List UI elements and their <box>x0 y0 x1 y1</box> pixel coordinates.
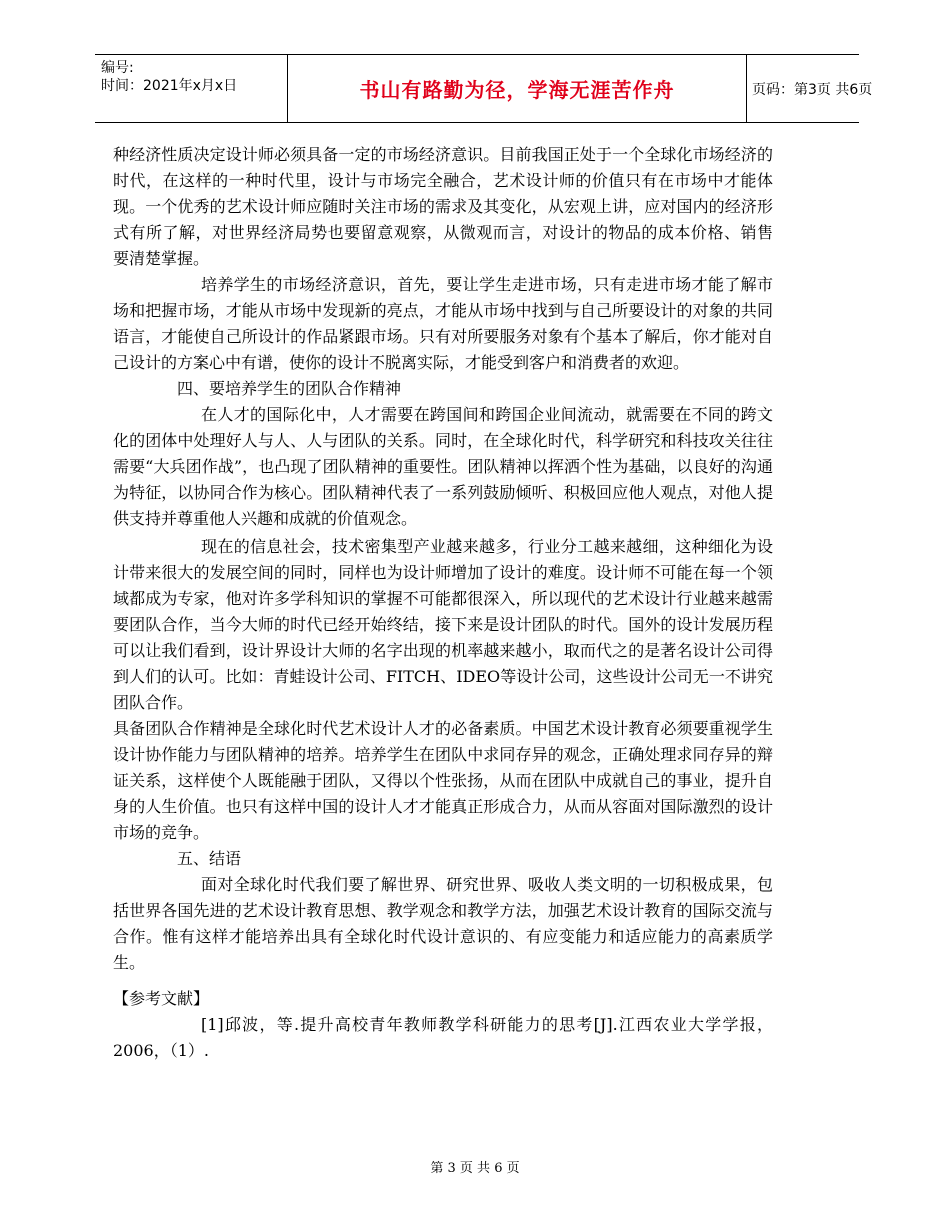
document-number-label: 编号: <box>101 60 134 76</box>
header-motto: 书山有路勤为径，学海无涯苦作舟 <box>359 78 675 102</box>
paragraph: 现在的信息社会，技术密集型产业越来越多，行业分工越来越细，这种细化为设计带来很大的发展空间的同时，同样也为设计师增加了设计的难度。设计师不可能在每一个领域都成为专家，他对许多学科知识的掌握不可能都很深入，所以现代的艺术设计行业越来越需要团队合作，当今大师的时代已经开始终结，接下来是设计团队的时代。国外的设计发展历程可以让我们看到，设计界设计大师的名字出现的机率越来越小，取而代之的是著名设计公司得到人们的认可。比如：青蛙设计公司、FITCH、IDEO等设计公司，这些设计公司无一不讲究团队合作。 <box>113 537 773 712</box>
paragraph: 在人才的国际化中，人才需要在跨国间和跨国企业间流动，就需要在不同的跨文化的团体中处理好人与人、人与团队的关系。同时，在全球化时代，科学研究和科技攻关往往需要“大兵团作战”，也凸现了团队精神的重要性。团队精神以挥洒个性为基础，以良好的沟通为特征，以协同合作为核心。团队精神代表了一系列鼓励倾听、积极回应他人观点，对他人提供支持并尊重他人兴趣和成就的价值观念。 <box>113 405 773 528</box>
document-time-label: 时间：2021年x月x日 <box>101 78 238 94</box>
header-motto-cell <box>287 55 747 122</box>
paragraph: 种经济性质决定设计师必须具备一定的市场经济意识。目前我国正处于一个全球化市场经济的时代，在这样的一种时代里，设计与市场完全融合，艺术设计师的价值只有在市场中才能体现。一个优秀的艺术设计师应随时关注市场的需求及其变化，从宏观上讲，应对国内的经济形式有所了解，对世界经济局势也要留意观察，从微观而言，对设计的物品的成本价格、销售 要清楚掌握。 <box>113 145 773 268</box>
reference-item: [1]邱波，等.提升高校青年教师教学科研能力的思考[J].江西农业大学学报，2006，（1）. <box>113 1015 773 1060</box>
references-heading: 【参考文献】 <box>113 989 210 1008</box>
section-heading: 四、要培养学生的团队合作精神 <box>177 379 402 398</box>
page-footer: 第 3 页 共 6 页 <box>430 1161 520 1176</box>
page-header <box>95 54 873 123</box>
document-body <box>113 142 773 1064</box>
paragraph: 培养学生的市场经济意识，首先，要让学生走进市场，只有走进市场才能了解市场和把握市场，才能从市场中发现新的亮点，才能从市场中找到与自己所要设计的对象的共同语言，才能使自己所设计的作品紧跟市场。只有对所要服务对象有个基本了解后，你才能对自己设计的方案心中有谱，使你的设计不脱离实际，才能受到客户和消费者的欢迎。 <box>113 275 773 372</box>
header-page-label: 页码：第3页 共6页 <box>752 81 873 98</box>
paragraph: 具备团队合作精神是全球化时代艺术设计人才的必备素质。中国艺术设计教育必须要重视学生设计协作能力与团队精神的培养。培养学生在团队中求同存异的观念，正确处理求同存异的辩证关系，这样使个人既能融于团队，又得以个性张扬，从而在团队中成就自己的事业，提升自身的人生价值。也只有这样中国的设计人才才能真正形成合力，从而从容面对国际激烈的设计市场的竞争。 <box>113 719 773 842</box>
section-heading: 五、结语 <box>177 849 242 868</box>
paragraph: 面对全球化时代我们要了解世界、研究世界、吸收人类文明的一切积极成果，包括世界各国先进的艺术设计教育思想、教学观念和教学方法，加强艺术设计教育的国际交流与合作。惟有这样才能培养出具有全球化时代设计意识的、有应变能力和适应能力的高素质学生。 <box>113 875 773 972</box>
header-meta <box>95 55 287 122</box>
